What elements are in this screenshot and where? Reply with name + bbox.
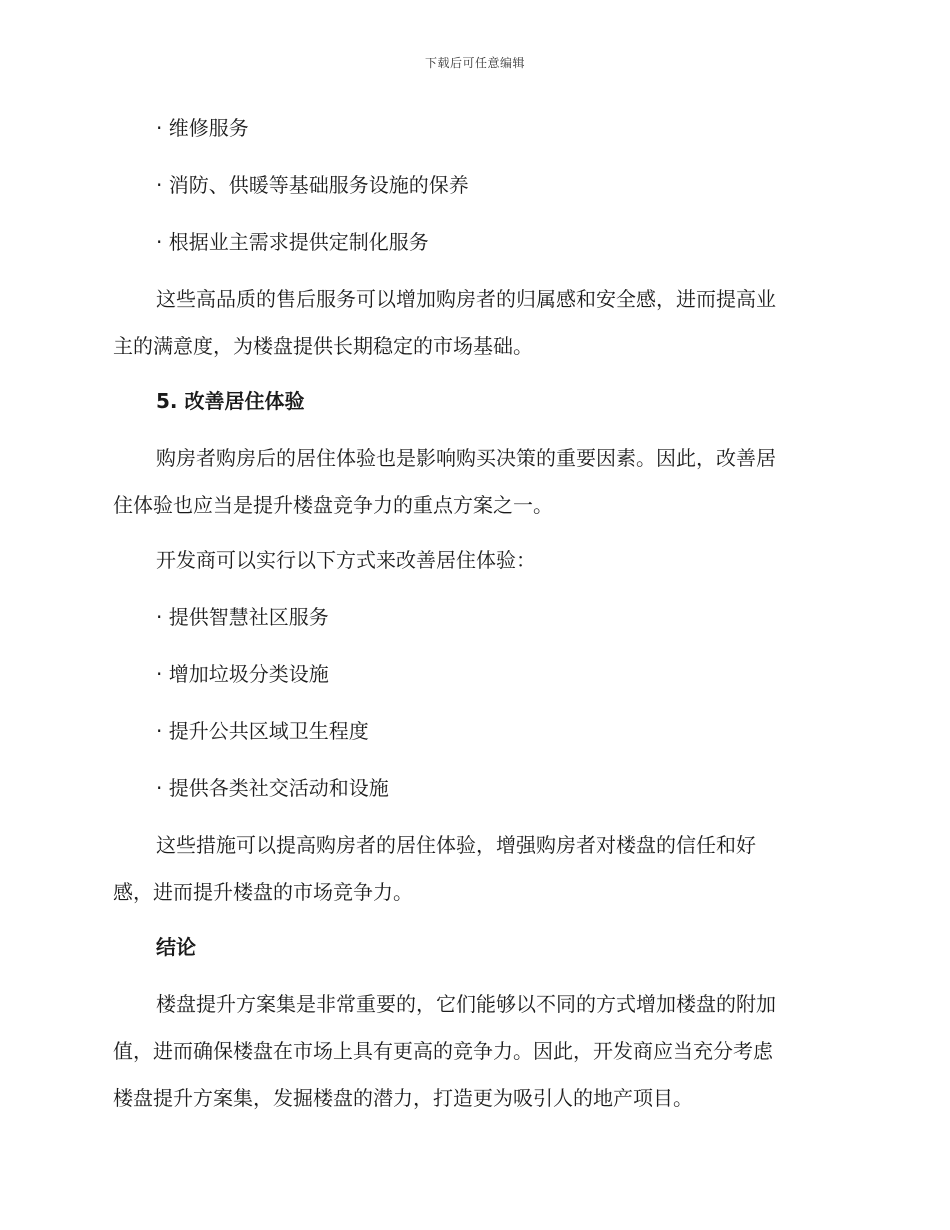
document-body xyxy=(113,111,833,1136)
section-heading: 结论 xyxy=(156,935,196,959)
paragraph: 开发商可以实行以下方式来改善居住体验： xyxy=(156,548,536,572)
bullet-item: · 提升公共区域卫生程度 xyxy=(156,719,369,743)
bullet-item: · 增加垃圾分类设施 xyxy=(156,662,329,686)
paragraph-line: 感，进而提升楼盘的市场竞争力。 xyxy=(113,880,413,904)
section-heading: 5. 改善居住体验 xyxy=(156,389,305,413)
paragraph-line: 购房者购房后的居住体验也是影响购买决策的重要因素。因此，改善居 xyxy=(156,446,776,470)
paragraph-line: 主的满意度，为楼盘提供长期稳定的市场基础。 xyxy=(113,334,533,358)
bullet-item: · 维修服务 xyxy=(156,116,249,140)
paragraph-line: 楼盘提升方案集，发掘楼盘的潜力，打造更为吸引人的地产项目。 xyxy=(113,1086,693,1110)
paragraph xyxy=(113,441,833,522)
bullet-item: · 提供各类社交活动和设施 xyxy=(156,776,389,800)
paragraph-line: 值，进而确保楼盘在市场上具有更高的竞争力。因此，开发商应当充分考虑 xyxy=(113,1039,773,1063)
paragraph-line: 住体验也应当是提升楼盘竞争力的重点方案之一。 xyxy=(113,493,553,517)
bullet-item: · 根据业主需求提供定制化服务 xyxy=(156,230,429,254)
paragraph-line: 这些措施可以提高购房者的居住体验，增强购房者对楼盘的信任和好 xyxy=(156,833,756,857)
paragraph-line: 楼盘提升方案集是非常重要的，它们能够以不同的方式增加楼盘的附加 xyxy=(156,992,776,1016)
bullet-item: · 消防、供暖等基础服务设施的保养 xyxy=(156,173,469,197)
paragraph xyxy=(113,282,833,363)
paragraph xyxy=(113,987,833,1115)
paragraph xyxy=(113,828,833,909)
bullet-item: · 提供智慧社区服务 xyxy=(156,605,329,629)
page-header: 下载后可任意编辑 xyxy=(424,56,525,70)
paragraph-line: 这些高品质的售后服务可以增加购房者的归属感和安全感，进而提高业 xyxy=(156,287,776,311)
